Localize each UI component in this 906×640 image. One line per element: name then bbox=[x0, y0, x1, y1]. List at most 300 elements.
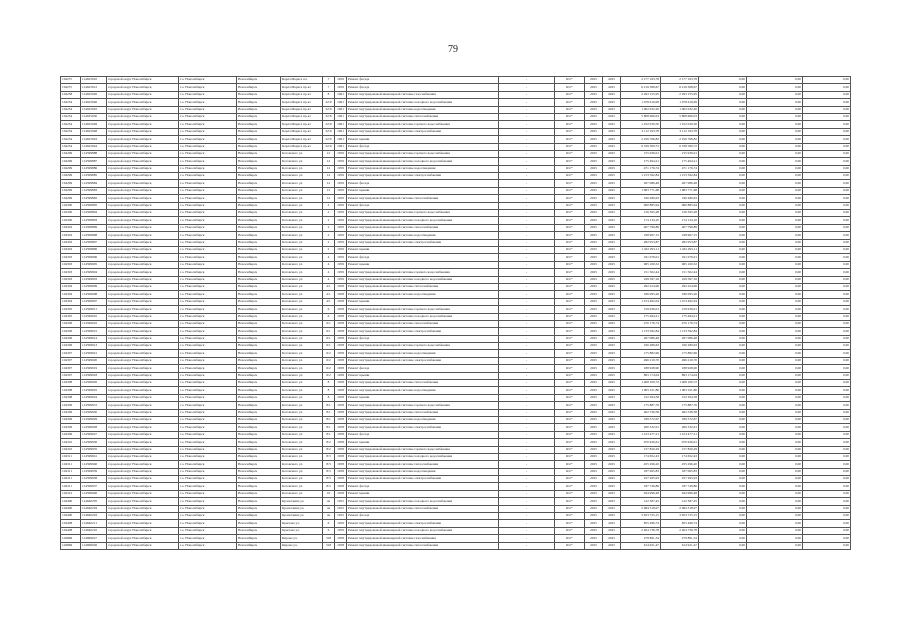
cell-fund-cost: 3 653 725,15 bbox=[661, 513, 699, 520]
cell-budget-cost: 0,00 bbox=[699, 187, 747, 194]
cell-year-built: 1958 bbox=[335, 431, 347, 438]
cell-record-id: 104302 bbox=[61, 246, 81, 253]
cell-year-built: 1958 bbox=[335, 313, 347, 320]
cell-settlement: г.о. Новосибирск bbox=[179, 542, 237, 549]
cell-year-built: 1958 bbox=[335, 476, 347, 483]
cell-settlement: г.о. Новосибирск bbox=[179, 520, 237, 527]
cell-owner-cost: 0,00 bbox=[747, 91, 803, 98]
cell-year-built: 1959 bbox=[335, 246, 347, 253]
cell-end-year: 2025 bbox=[603, 320, 621, 327]
cell-locality: Новосибирск bbox=[237, 453, 281, 460]
cell-fund-cost: 455 296,20 bbox=[661, 461, 699, 468]
cell-settlement: г.о. Новосибирск bbox=[179, 217, 237, 224]
cell-owner-cost: 0,00 bbox=[747, 202, 803, 209]
cell-locality: Новосибирск bbox=[237, 424, 281, 431]
cell-work-id: 114625910 bbox=[81, 77, 107, 84]
cell-record-id: 104302 bbox=[61, 224, 81, 231]
cell-total-cost: 175 887,76 bbox=[621, 402, 661, 409]
cell-locality: Новосибирск bbox=[237, 128, 281, 135]
cell-year-built: 1959 bbox=[335, 527, 347, 534]
cell-region-code: RU* bbox=[555, 143, 585, 150]
cell-settlement: г.о. Новосибирск bbox=[179, 357, 237, 364]
cell-settlement: г.о. Новосибирск bbox=[179, 291, 237, 298]
cell-budget-cost: 0,00 bbox=[699, 283, 747, 290]
cell-unit: - bbox=[499, 431, 555, 438]
cell-other-cost: 0,00 bbox=[803, 453, 851, 460]
table-row bbox=[61, 387, 851, 394]
cell-municipal-district: городской округ Новосибирск bbox=[107, 128, 179, 135]
cell-owner-cost: 0,00 bbox=[747, 483, 803, 490]
cell-budget-cost: 0,00 bbox=[699, 365, 747, 372]
cell-region-code: RU* bbox=[555, 158, 585, 165]
cell-budget-cost: 0,00 bbox=[699, 439, 747, 446]
table-row bbox=[61, 380, 851, 387]
cell-house-number: 8/3 bbox=[323, 461, 335, 468]
cell-total-cost: 496 219,70 bbox=[621, 357, 661, 364]
cell-start-year: 2025 bbox=[585, 136, 603, 143]
cell-locality: Новосибирск bbox=[237, 350, 281, 357]
cell-settlement: г.о. Новосибирск bbox=[179, 187, 237, 194]
cell-work-id: 114599937 bbox=[81, 483, 107, 490]
cell-municipal-district: городской округ Новосибирск bbox=[107, 84, 179, 91]
cell-record-id: 104408 bbox=[61, 527, 81, 534]
cell-fund-cost: 187 065,83 bbox=[661, 468, 699, 475]
table-row bbox=[61, 283, 851, 290]
cell-work-id: 114640210 bbox=[81, 527, 107, 534]
cell-start-year: 2025 bbox=[585, 269, 603, 276]
cell-municipal-district: городской округ Новосибирск bbox=[107, 416, 179, 423]
cell-other-cost: 0,00 bbox=[803, 476, 851, 483]
cell-start-year: 2025 bbox=[585, 350, 603, 357]
cell-work-type: Ремонт внутридомовой инженерной системы горячего водоснабжения bbox=[347, 121, 499, 128]
cell-year-built: 1958 bbox=[335, 291, 347, 298]
cell-end-year: 2025 bbox=[603, 431, 621, 438]
cell-unit: - bbox=[499, 416, 555, 423]
cell-street: Котовского ул. bbox=[281, 468, 323, 475]
cell-other-cost: 0,00 bbox=[803, 150, 851, 157]
cell-budget-cost: 0,00 bbox=[699, 232, 747, 239]
cell-end-year: 2025 bbox=[603, 150, 621, 157]
table-row bbox=[61, 490, 851, 497]
register-body bbox=[61, 77, 851, 550]
cell-owner-cost: 0,00 bbox=[747, 180, 803, 187]
cell-year-built: 1958 bbox=[335, 424, 347, 431]
cell-budget-cost: 0,00 bbox=[699, 106, 747, 113]
cell-budget-cost: 0,00 bbox=[699, 535, 747, 542]
cell-budget-cost: 0,00 bbox=[699, 505, 747, 512]
cell-start-year: 2025 bbox=[585, 173, 603, 180]
cell-municipal-district: городской округ Новосибирск bbox=[107, 150, 179, 157]
cell-street: Котовского ул. bbox=[281, 269, 323, 276]
cell-budget-cost: 0,00 bbox=[699, 113, 747, 120]
cell-locality: Новосибирск bbox=[237, 380, 281, 387]
cell-budget-cost: 0,00 bbox=[699, 343, 747, 350]
cell-year-built: 1959 bbox=[335, 77, 347, 84]
cell-municipal-district: городской округ Новосибирск bbox=[107, 335, 179, 342]
cell-street: Кропоткина ул. bbox=[281, 498, 323, 505]
cell-work-type: Ремонт внутридомовой инженерной системы газоснабжения bbox=[347, 535, 499, 542]
cell-total-cost: 1 408 100,72 bbox=[621, 380, 661, 387]
cell-settlement: г.о. Новосибирск bbox=[179, 113, 237, 120]
cell-house-number: 22/9 bbox=[323, 106, 335, 113]
cell-work-id: 114599938 bbox=[81, 476, 107, 483]
cell-owner-cost: 0,00 bbox=[747, 468, 803, 475]
cell-record-id: 104299 bbox=[61, 165, 81, 172]
cell-end-year: 2025 bbox=[603, 535, 621, 542]
cell-owner-cost: 0,00 bbox=[747, 394, 803, 401]
table-row bbox=[61, 446, 851, 453]
cell-work-type: Ремонт внутридомовой инженерной системы горячего водоснабжения bbox=[347, 306, 499, 313]
cell-unit: - bbox=[499, 224, 555, 231]
cell-region-code: RU* bbox=[555, 173, 585, 180]
cell-region-code: RU* bbox=[555, 416, 585, 423]
cell-unit: - bbox=[499, 365, 555, 372]
cell-work-type: Ремонт внутридомовой инженерной системы горячего водоснабжения bbox=[347, 269, 499, 276]
cell-work-id: 114599928 bbox=[81, 424, 107, 431]
cell-locality: Новосибирск bbox=[237, 165, 281, 172]
cell-unit: - bbox=[499, 513, 555, 520]
cell-end-year: 2025 bbox=[603, 350, 621, 357]
cell-budget-cost: 0,00 bbox=[699, 291, 747, 298]
cell-budget-cost: 0,00 bbox=[699, 490, 747, 497]
cell-owner-cost: 0,00 bbox=[747, 283, 803, 290]
cell-settlement: г.о. Новосибирск bbox=[179, 261, 237, 268]
cell-start-year: 2025 bbox=[585, 387, 603, 394]
cell-owner-cost: 0,00 bbox=[747, 158, 803, 165]
cell-record-id: 104303 bbox=[61, 276, 81, 283]
cell-street: Котовского ул. bbox=[281, 283, 323, 290]
cell-other-cost: 0,00 bbox=[803, 276, 851, 283]
cell-record-id: 104310 bbox=[61, 439, 81, 446]
cell-region-code: RU* bbox=[555, 283, 585, 290]
cell-owner-cost: 0,00 bbox=[747, 187, 803, 194]
cell-municipal-district: городской округ Новосибирск bbox=[107, 320, 179, 327]
cell-start-year: 2025 bbox=[585, 276, 603, 283]
cell-record-id: 104300 bbox=[61, 217, 81, 224]
cell-house-number: 12 bbox=[323, 195, 335, 202]
cell-region-code: RU* bbox=[555, 232, 585, 239]
cell-owner-cost: 0,00 bbox=[747, 446, 803, 453]
cell-settlement: г.о. Новосибирск bbox=[179, 246, 237, 253]
cell-total-cost: 260 332,91 bbox=[621, 424, 661, 431]
cell-owner-cost: 0,00 bbox=[747, 173, 803, 180]
cell-start-year: 2025 bbox=[585, 150, 603, 157]
cell-house-number: 6/1 bbox=[323, 335, 335, 342]
cell-municipal-district: городской округ Новосибирск bbox=[107, 276, 179, 283]
cell-region-code: RU* bbox=[555, 298, 585, 305]
cell-end-year: 2025 bbox=[603, 365, 621, 372]
cell-year-built: 1959 bbox=[335, 202, 347, 209]
cell-region-code: RU* bbox=[555, 535, 585, 542]
cell-fund-cost: 122 387,45 bbox=[661, 498, 699, 505]
cell-year-built: 1958 bbox=[335, 468, 347, 475]
table-row bbox=[61, 298, 851, 305]
cell-start-year: 2025 bbox=[585, 187, 603, 194]
cell-region-code: RU* bbox=[555, 106, 585, 113]
cell-house-number: 12 bbox=[323, 187, 335, 194]
cell-settlement: г.о. Новосибирск bbox=[179, 527, 237, 534]
cell-year-built: 1959 bbox=[335, 232, 347, 239]
cell-work-type: Ремонт внутридомовой инженерной системы электроснабжения bbox=[347, 173, 499, 180]
cell-unit: - bbox=[499, 106, 555, 113]
cell-total-cost: 187 749,86 bbox=[621, 483, 661, 490]
cell-locality: Новосибирск bbox=[237, 490, 281, 497]
cell-work-type: Ремонт внутридомовой инженерной системы водоотведения bbox=[347, 350, 499, 357]
cell-region-code: RU* bbox=[555, 498, 585, 505]
cell-street: Крылова ул. bbox=[281, 520, 323, 527]
cell-work-id: 114599882 bbox=[81, 195, 107, 202]
cell-settlement: г.о. Новосибирск bbox=[179, 439, 237, 446]
cell-unit: - bbox=[499, 306, 555, 313]
cell-year-built: 1958 bbox=[335, 416, 347, 423]
cell-record-id: 104306 bbox=[61, 328, 81, 335]
cell-work-type: Ремонт внутридомовой инженерной системы горячего водоснабжения bbox=[347, 402, 499, 409]
cell-locality: Новосибирск bbox=[237, 91, 281, 98]
cell-settlement: г.о. Новосибирск bbox=[179, 143, 237, 150]
cell-owner-cost: 0,00 bbox=[747, 416, 803, 423]
cell-municipal-district: городской округ Новосибирск bbox=[107, 483, 179, 490]
cell-work-type: Ремонт фасада bbox=[347, 143, 499, 150]
cell-work-type: Ремонт фасада bbox=[347, 84, 499, 91]
cell-end-year: 2025 bbox=[603, 165, 621, 172]
cell-owner-cost: 0,00 bbox=[747, 409, 803, 416]
cell-fund-cost: 198 967,15 bbox=[661, 232, 699, 239]
cell-municipal-district: городской округ Новосибирск bbox=[107, 409, 179, 416]
cell-total-cost: 960 885,94 bbox=[621, 202, 661, 209]
cell-region-code: RU* bbox=[555, 150, 585, 157]
cell-start-year: 2025 bbox=[585, 520, 603, 527]
cell-budget-cost: 0,00 bbox=[699, 195, 747, 202]
cell-municipal-district: городской округ Новосибирск bbox=[107, 513, 179, 520]
cell-region-code: RU* bbox=[555, 276, 585, 283]
cell-settlement: г.о. Новосибирск bbox=[179, 195, 237, 202]
cell-start-year: 2025 bbox=[585, 210, 603, 217]
cell-municipal-district: городской округ Новосибирск bbox=[107, 224, 179, 231]
cell-work-id: 114599910 bbox=[81, 313, 107, 320]
cell-unit: - bbox=[499, 298, 555, 305]
cell-end-year: 2025 bbox=[603, 202, 621, 209]
cell-end-year: 2025 bbox=[603, 372, 621, 379]
cell-unit: - bbox=[499, 239, 555, 246]
cell-record-id: 104866 bbox=[61, 535, 81, 542]
cell-owner-cost: 0,00 bbox=[747, 113, 803, 120]
cell-work-id: 114625926 bbox=[81, 91, 107, 98]
cell-work-id: 114625912 bbox=[81, 84, 107, 91]
cell-other-cost: 0,00 bbox=[803, 468, 851, 475]
cell-unit: - bbox=[499, 535, 555, 542]
cell-work-id: 114640205 bbox=[81, 498, 107, 505]
cell-other-cost: 0,00 bbox=[803, 424, 851, 431]
cell-other-cost: 0,00 bbox=[803, 527, 851, 534]
cell-unit: - bbox=[499, 269, 555, 276]
cell-end-year: 2025 bbox=[603, 239, 621, 246]
cell-region-code: RU* bbox=[555, 409, 585, 416]
cell-street: Котовского ул. bbox=[281, 246, 323, 253]
cell-unit: - bbox=[499, 150, 555, 157]
cell-start-year: 2025 bbox=[585, 394, 603, 401]
cell-street: Котовского ул. bbox=[281, 439, 323, 446]
cell-start-year: 2025 bbox=[585, 453, 603, 460]
cell-work-type: Ремонт внутридомовой инженерной системы холодного водоснабжения bbox=[347, 313, 499, 320]
cell-municipal-district: городской округ Новосибирск bbox=[107, 173, 179, 180]
cell-record-id: 104304 bbox=[61, 291, 81, 298]
cell-locality: Новосибирск bbox=[237, 357, 281, 364]
cell-record-id: 104300 bbox=[61, 202, 81, 209]
cell-total-cost: 156 595,28 bbox=[621, 210, 661, 217]
cell-work-id: 114599920 bbox=[81, 357, 107, 364]
cell-start-year: 2025 bbox=[585, 224, 603, 231]
cell-locality: Новосибирск bbox=[237, 343, 281, 350]
cell-settlement: г.о. Новосибирск bbox=[179, 372, 237, 379]
cell-end-year: 2025 bbox=[603, 195, 621, 202]
cell-owner-cost: 0,00 bbox=[747, 453, 803, 460]
table-row bbox=[61, 158, 851, 165]
cell-region-code: RU* bbox=[555, 431, 585, 438]
cell-end-year: 2025 bbox=[603, 380, 621, 387]
cell-budget-cost: 0,00 bbox=[699, 239, 747, 246]
cell-record-id: 104303 bbox=[61, 254, 81, 261]
cell-unit: - bbox=[499, 99, 555, 106]
table-row bbox=[61, 313, 851, 320]
cell-end-year: 2025 bbox=[603, 306, 621, 313]
cell-total-cost: 190 280,63 bbox=[621, 343, 661, 350]
cell-municipal-district: городской округ Новосибирск bbox=[107, 372, 179, 379]
cell-unit: - bbox=[499, 121, 555, 128]
cell-house-number: 4а bbox=[323, 513, 335, 520]
cell-unit: - bbox=[499, 483, 555, 490]
cell-owner-cost: 0,00 bbox=[747, 77, 803, 84]
cell-work-id: 114599886 bbox=[81, 165, 107, 172]
cell-street: Карла Маркса пр-кт bbox=[281, 99, 323, 106]
cell-total-cost: 1 002 032,20 bbox=[621, 106, 661, 113]
cell-street: Котовского ул. bbox=[281, 431, 323, 438]
cell-owner-cost: 0,00 bbox=[747, 498, 803, 505]
cell-region-code: RU* bbox=[555, 313, 585, 320]
cell-settlement: г.о. Новосибирск bbox=[179, 320, 237, 327]
cell-total-cost: 174 652,43 bbox=[621, 453, 661, 460]
cell-street: Кирова ул. bbox=[281, 542, 323, 549]
cell-end-year: 2025 bbox=[603, 394, 621, 401]
cell-year-built: 1959 bbox=[335, 84, 347, 91]
cell-year-built: 1961 bbox=[335, 121, 347, 128]
cell-work-type: Ремонт внутридомовой инженерной системы водоотведения bbox=[347, 232, 499, 239]
cell-total-cost: 970 926,61 bbox=[621, 439, 661, 446]
cell-budget-cost: 0,00 bbox=[699, 402, 747, 409]
cell-record-id: 104311 bbox=[61, 468, 81, 475]
cell-other-cost: 0,00 bbox=[803, 431, 851, 438]
cell-region-code: RU* bbox=[555, 402, 585, 409]
cell-other-cost: 0,00 bbox=[803, 365, 851, 372]
cell-start-year: 2025 bbox=[585, 298, 603, 305]
cell-year-built: 1958 bbox=[335, 409, 347, 416]
cell-house-number: 4 bbox=[323, 261, 335, 268]
cell-other-cost: 0,00 bbox=[803, 173, 851, 180]
cell-street: Котовского ул. bbox=[281, 357, 323, 364]
cell-other-cost: 0,00 bbox=[803, 254, 851, 261]
cell-other-cost: 0,00 bbox=[803, 91, 851, 98]
cell-year-built: 1958 bbox=[335, 453, 347, 460]
cell-work-type: Ремонт крыши bbox=[347, 246, 499, 253]
cell-budget-cost: 0,00 bbox=[699, 542, 747, 549]
cell-fund-cost: 155 936,01 bbox=[661, 150, 699, 157]
cell-municipal-district: городской округ Новосибирск bbox=[107, 498, 179, 505]
cell-work-type: Ремонт внутридомовой инженерной системы теплоснабжения bbox=[347, 113, 499, 120]
cell-house-number: 8/3 bbox=[323, 476, 335, 483]
table-row bbox=[61, 291, 851, 298]
cell-other-cost: 0,00 bbox=[803, 224, 851, 231]
cell-record-id: 104257 bbox=[61, 77, 81, 84]
cell-unit: - bbox=[499, 84, 555, 91]
cell-end-year: 2025 bbox=[603, 269, 621, 276]
cell-region-code: RU* bbox=[555, 269, 585, 276]
cell-record-id: 104305 bbox=[61, 313, 81, 320]
cell-start-year: 2025 bbox=[585, 306, 603, 313]
cell-owner-cost: 0,00 bbox=[747, 402, 803, 409]
cell-municipal-district: городской округ Новосибирск bbox=[107, 187, 179, 194]
cell-work-id: 114599936 bbox=[81, 439, 107, 446]
cell-start-year: 2025 bbox=[585, 143, 603, 150]
cell-record-id: 104310 bbox=[61, 446, 81, 453]
cell-record-id: 104408 bbox=[61, 520, 81, 527]
table-row bbox=[61, 84, 851, 91]
cell-end-year: 2025 bbox=[603, 542, 621, 549]
cell-work-id: 114599911 bbox=[81, 306, 107, 313]
table-row bbox=[61, 180, 851, 187]
cell-other-cost: 0,00 bbox=[803, 210, 851, 217]
cell-unit: - bbox=[499, 409, 555, 416]
cell-unit: - bbox=[499, 394, 555, 401]
cell-work-id: 114599921 bbox=[81, 350, 107, 357]
table-row bbox=[61, 143, 851, 150]
cell-owner-cost: 0,00 bbox=[747, 365, 803, 372]
cell-budget-cost: 0,00 bbox=[699, 357, 747, 364]
cell-fund-cost: 965 100,52 bbox=[661, 261, 699, 268]
cell-street: Котовского ул. bbox=[281, 343, 323, 350]
cell-start-year: 2025 bbox=[585, 291, 603, 298]
cell-fund-cost: 186 095,26 bbox=[661, 291, 699, 298]
cell-work-id: 114696027 bbox=[81, 535, 107, 542]
cell-year-built: 1958 bbox=[335, 439, 347, 446]
cell-total-cost: 267 086,48 bbox=[621, 335, 661, 342]
cell-year-built: 1952 bbox=[335, 498, 347, 505]
cell-end-year: 2025 bbox=[603, 461, 621, 468]
cell-street: Котовского ул. bbox=[281, 306, 323, 313]
cell-region-code: RU* bbox=[555, 187, 585, 194]
cell-other-cost: 0,00 bbox=[803, 335, 851, 342]
cell-work-type: Ремонт крыши bbox=[347, 187, 499, 194]
cell-start-year: 2025 bbox=[585, 365, 603, 372]
cell-unit: - bbox=[499, 210, 555, 217]
cell-year-built: 1958 bbox=[335, 483, 347, 490]
cell-municipal-district: городской округ Новосибирск bbox=[107, 424, 179, 431]
cell-locality: Новосибирск bbox=[237, 106, 281, 113]
cell-work-id: 114625948 bbox=[81, 128, 107, 135]
cell-total-cost: 1 133 592,84 bbox=[621, 328, 661, 335]
cell-municipal-district: городской округ Новосибирск bbox=[107, 343, 179, 350]
cell-other-cost: 0,00 bbox=[803, 165, 851, 172]
cell-year-built: 1959 bbox=[335, 158, 347, 165]
cell-work-type: Ремонт внутридомовой инженерной системы водоотведения bbox=[347, 387, 499, 394]
cell-year-built: 1958 bbox=[335, 335, 347, 342]
cell-end-year: 2025 bbox=[603, 424, 621, 431]
cell-end-year: 2025 bbox=[603, 128, 621, 135]
cell-owner-cost: 0,00 bbox=[747, 320, 803, 327]
cell-owner-cost: 0,00 bbox=[747, 335, 803, 342]
cell-house-number: 2 bbox=[323, 246, 335, 253]
cell-settlement: г.о. Новосибирск bbox=[179, 513, 237, 520]
cell-unit: - bbox=[499, 136, 555, 143]
cell-start-year: 2025 bbox=[585, 439, 603, 446]
